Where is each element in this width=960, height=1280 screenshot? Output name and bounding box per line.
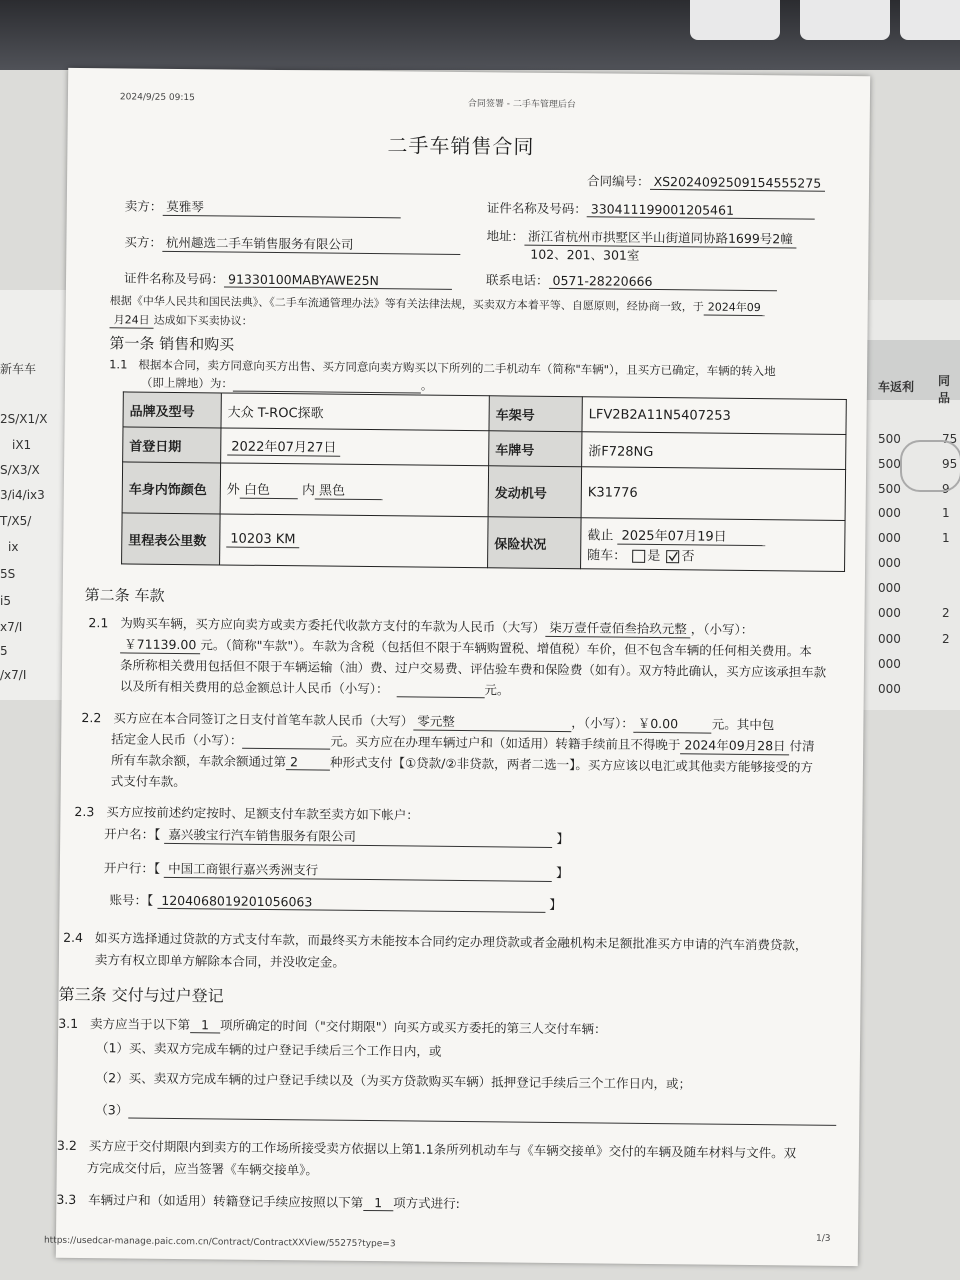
table-row: 品牌及型号 大众 T-ROC探歌 车架号 LFV2B2A11N5407253: [123, 392, 846, 435]
clause-2-1-line4: 以及所有相关费用的总金额总计人民币（小写）： 元。: [119, 678, 510, 698]
transfer-option: 1: [363, 1195, 393, 1211]
keyboard-key: [900, 0, 960, 40]
first-payment-lowercase: ￥0.00: [634, 714, 712, 734]
article3-title: 第三条 交付与过户登记: [58, 984, 224, 1006]
clause-3-3: 3.3 车辆过户和（如适用）转籍登记手续应按照以下第 1 项方式进行:: [56, 1191, 461, 1211]
clause-2-2-line4: 式支付车款。: [110, 773, 186, 790]
clause-3-1-item1: （1）买、卖双方完成车辆的过户登记手续后三个工作日内，或: [95, 1040, 442, 1059]
buyer-id: 91330100MABYAWE25N: [224, 271, 452, 289]
vin: LFV2B2A11N5407253: [582, 397, 846, 435]
account-number: 1204068019201056063: [157, 893, 545, 913]
mileage: 10203 KM: [226, 532, 299, 549]
clause-2-1-line2: ￥71139.00 元。（简称"车款"）。车款为含税（包括但不限于车辆购置税、增值税）车价，但不包含车辆的任何相关费用。本: [120, 634, 812, 660]
account-no-row: 账号：【 1204068019201056063 】: [109, 892, 562, 913]
background-right-document: 车返利 同品 500 500 500 000 000 000 000 000 000 000 000 75 95 9 1 1 2 2: [850, 300, 960, 710]
insurance-date: 2025年07月19日: [617, 524, 765, 546]
contract-no: XS2024092509154555275: [650, 174, 826, 192]
clause-2-1-line3: 条所称相关费用包括但不限于车辆运输（油）费、过户交易费、评估验车费和保险费（如有）。双方特此确认，买方应该承担车款: [119, 657, 827, 680]
plate-number: 浙F728NG: [582, 432, 846, 470]
buyer-address-line1: 浙江省杭州市拱墅区半山街道同协路1699号2幢: [524, 227, 797, 249]
clause-3-1-item2: （2）买、卖双方完成车辆的过户登记手续以及（为买方贷款购买车辆）抵押登记手续后三个工作日内，或；: [95, 1070, 692, 1092]
buyer-tel-row: 联系电话： 0571-28220666: [486, 270, 777, 291]
keyboard-background: [0, 0, 960, 70]
clause-3-2-line2: 方完成交付后，应当签署《车辆交接单》。: [86, 1160, 319, 1178]
seller-id-row: 证件名称及号码： 330411199001205461: [487, 198, 815, 219]
clause-2-4-line2: 卖方有权立即单方解除本合同，并没收定金。: [94, 952, 345, 970]
first-registration-date: 2022年07月27日: [227, 436, 340, 457]
clause-3-1-item3: （3）: [95, 1100, 836, 1126]
buyer-tel: 0571-28220666: [548, 273, 776, 291]
price-lowercase: ￥71139.00: [120, 634, 200, 654]
vehicle-info-table: [121, 391, 847, 572]
article2-title: 第二条 车款: [84, 586, 165, 605]
paper-clip: [900, 440, 960, 492]
table-row: 车身内饰颜色 外 白色 内 黑色 发动机号 K31776: [122, 462, 845, 521]
print-datetime: 2024/9/25 09:15: [119, 92, 195, 104]
clause-2-4: 2.4 如买方选择通过贷款的方式支付车款，而最终买方未能按本合同约定办理贷款或者金融机构未足额批准买方申请的汽车消费贷款，: [63, 929, 808, 953]
preamble-line1: 根据《中华人民共和国民法典》、《二手车流通管理办法》等有关法律法规，买卖双方本着平等、自愿原则，经协商一致，于 2024年09: [110, 292, 765, 316]
seller-row: 卖方： 莫雅琴: [125, 196, 401, 218]
bank-name: 中国工商银行嘉兴秀洲支行: [164, 859, 552, 882]
keyboard-key: [690, 0, 780, 40]
clause-2-2: 2.2 买方应在本合同签订之日支付首笔车款人民币（大写） 零元整 ，（小写）： ￥0.00 元。其中包: [81, 710, 775, 733]
print-header: 合同签署 - 二手车管理后台: [467, 99, 576, 111]
clause-3-2: 3.2 买方应于交付期限内到卖方的工作场所接受卖方依据以上第1.1条所列机动车与《车辆交接单》交付的车辆及随车材料与文件。双: [56, 1137, 797, 1161]
clause-1-1: 1.1 根据本合同，卖方同意向买方出售、买方同意向卖方购买以下所列的二手机动车（简称"车辆"），且买方已确定，车辆的转入地: [109, 357, 776, 379]
table-row: 首登日期 2022年07月27日 车牌号 浙F728NG: [123, 427, 846, 470]
seller-name: 莫雅琴: [162, 197, 400, 218]
clause-1-1-line2: （即上牌地）为： 。: [140, 375, 433, 393]
table-row: 里程表公里数 10203 KM 保险状况 截止 2025年07月19日 随车： 是 否: [122, 513, 845, 572]
payment-option: 2: [286, 754, 330, 770]
footer-url: https://usedcar-manage.paic.com.cn/Contract/ContractXXView/55275?type=3: [43, 1235, 396, 1250]
buyer-id-row: 证件名称及号码： 91330100MABYAWE25N: [124, 268, 452, 289]
clause-2-2-line2: 括定金人民币（小写）： 元。买方应在办理车辆过户和（如适用）转籍手续前且不得晚于 2024年09月28日 付清: [111, 731, 815, 754]
first-payment-uppercase: 零元整: [413, 711, 571, 732]
page-number: 1/3: [815, 1233, 831, 1244]
delivery-option: 1: [190, 1017, 220, 1033]
clause-3-1: 3.1 卖方应当于以下第 1 项所确定的时间（"交付期限"）向买方或买方委托的第三人交付车辆：: [58, 1015, 607, 1037]
keyboard-key: [800, 0, 890, 40]
engine-number: K31776: [581, 467, 846, 521]
buyer-address-row: 地址： 浙江省杭州市拱墅区半山街道同协路1699号2幢: [486, 226, 796, 248]
account-name-row: 开户名：【 嘉兴骏宝行汽车销售服务有限公司 】: [104, 826, 570, 847]
contract-page: [43, 68, 870, 1266]
exterior-color: 白色: [240, 479, 298, 500]
interior-color: 黑色: [315, 479, 383, 500]
clause-2-3: 2.3 买方应按前述约定按时、足额支付车款至卖方如下帐户：: [74, 803, 419, 823]
price-uppercase: 柒万壹仟壹佰叁拾玖元整: [545, 618, 691, 639]
background-left-document: 新车车 2S/X1/X iX1 S/X3/X 3/i4/ix3 T/X5/ ix 5S i5 x7/I 5 /x7/I: [0, 290, 80, 700]
preamble-line2: 月24日 达成如下买卖协议：: [110, 311, 253, 329]
buyer-row: 买方： 杭州趣选二手车销售服务有限公司: [124, 232, 460, 255]
article1-title: 第一条 销售和购买: [109, 334, 235, 354]
account-name: 嘉兴骏宝行汽车销售服务有限公司: [164, 825, 552, 848]
bank-row: 开户行：【 中国工商银行嘉兴秀洲支行 】: [103, 860, 569, 881]
checkbox-yes: [632, 549, 645, 562]
buyer-name: 杭州趣选二手车销售服务有限公司: [162, 233, 460, 255]
final-payment-date: 2024年09月28日: [680, 735, 789, 755]
clause-2-2-line3: 所有车款余额，车款余额通过第 2 种形式支付【①贷款/②非贷款，两者二选一】。买方应该以电汇或其他卖方能够接受的方: [110, 752, 813, 775]
buyer-address-line2: 102、201、301室: [530, 246, 640, 263]
contract-no-row: 合同编号： XS2024092509154555275: [587, 171, 825, 191]
brand-model: 大众 T-ROC探歌: [221, 393, 489, 431]
page-title: 二手车销售合同: [387, 133, 535, 159]
checkbox-no-checked: [666, 550, 679, 563]
seller-id: 330411199001205461: [587, 201, 815, 219]
clause-2-1: 2.1 为购买车辆，买方应向卖方或卖方委托代收款方支付的车款为人民币（大写） 柒万壹仟壹佰叁拾玖元整 ，（小写）：: [88, 615, 754, 638]
